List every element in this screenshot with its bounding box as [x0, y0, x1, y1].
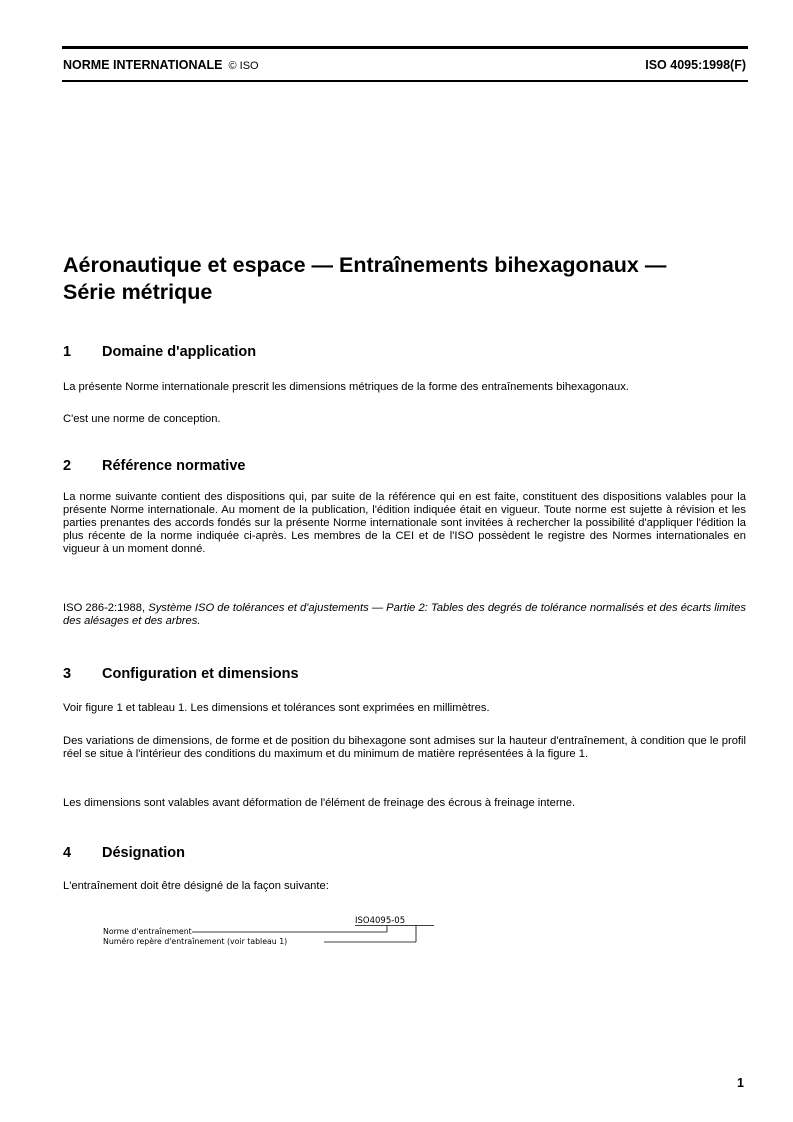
section-3-paragraph-2: Des variations de dimensions, de forme et de position du bihexagone sont admises sur la hauteur d'entraînement, à condition que le profil réel se situe à l'intérieur des conditions du maximum et du minimum de matière représentées à la figure 1.: [63, 735, 746, 760]
section-number: 4: [63, 845, 72, 861]
section-3-paragraph-3: Les dimensions sont valables avant déformation de l'élément de freinage des écrous à freinage interne.: [63, 797, 576, 809]
header-top-rule: [62, 46, 748, 49]
section-title: Domaine d'application: [102, 344, 257, 360]
section-title: Configuration et dimensions: [102, 666, 299, 682]
designation-leader-lines: [100, 914, 440, 954]
section-title: Désignation: [102, 845, 185, 861]
page-number: 1: [737, 1076, 744, 1090]
section-number: 3: [63, 666, 72, 682]
standard-label: NORME INTERNATIONALE: [63, 58, 223, 72]
document-title: [63, 252, 753, 306]
section-1-paragraph-2: C'est une norme de conception.: [63, 413, 221, 425]
section-number: 2: [63, 458, 72, 474]
header-bottom-rule: [62, 80, 748, 82]
section-2-paragraph-1: La norme suivante contient des dispositions qui, par suite de la référence qui en est faite, constituent des dispositions valables pour la présente Norme internationale. Au moment de la publication, l'édition indiquée était en vigueur. Toute norme est sujette à révision et les parties prenantes des accords fondés sur la présente Norme internationale sont invitées à rechercher la possibilité d'appliquer l'édition la plus récente de la norme indiquée ci-après. Les membres de la CEI et de l'ISO possèdent le registre des Normes internationales en vigueur à un moment donné.: [63, 491, 746, 555]
reference-code: ISO 286-2:1988,: [63, 602, 146, 614]
label-number: Numéro repère d'entraînement (voir tableau 1): [103, 937, 288, 946]
section-2-heading: [63, 458, 245, 474]
section-number: 1: [63, 344, 72, 360]
designation-code: ISO4095-05: [355, 916, 406, 926]
section-4-heading: [63, 845, 185, 861]
section-4-paragraph-1: L'entraînement doit être désigné de la façon suivante:: [63, 880, 329, 892]
section-3-heading: [63, 666, 299, 682]
standard-number: ISO 4095:1998(F): [645, 58, 746, 72]
reference-title: Système ISO de tolérances et d'ajustements — Partie 2: Tables des degrés de tolérance normalisés et des écarts limites des alésages et des arbres.: [63, 602, 746, 627]
section-1-heading: [63, 344, 256, 360]
label-standard: Norme d'entraînement: [103, 927, 192, 936]
page-header: [63, 58, 746, 72]
normative-reference: [63, 602, 746, 628]
copyright-notice: © ISO: [228, 60, 259, 72]
section-3-paragraph-1: Voir figure 1 et tableau 1. Les dimensions et tolérances sont exprimées en millimètres.: [63, 702, 490, 714]
title-line-1: Aéronautique et espace — Entraînements bihexagonaux —: [63, 253, 667, 277]
section-1-paragraph-1: La présente Norme internationale prescrit les dimensions métriques de la forme des entraînements bihexagonaux.: [63, 381, 629, 393]
section-title: Référence normative: [102, 458, 246, 474]
title-line-2: Série métrique: [63, 280, 213, 304]
designation-diagram: [100, 914, 440, 954]
